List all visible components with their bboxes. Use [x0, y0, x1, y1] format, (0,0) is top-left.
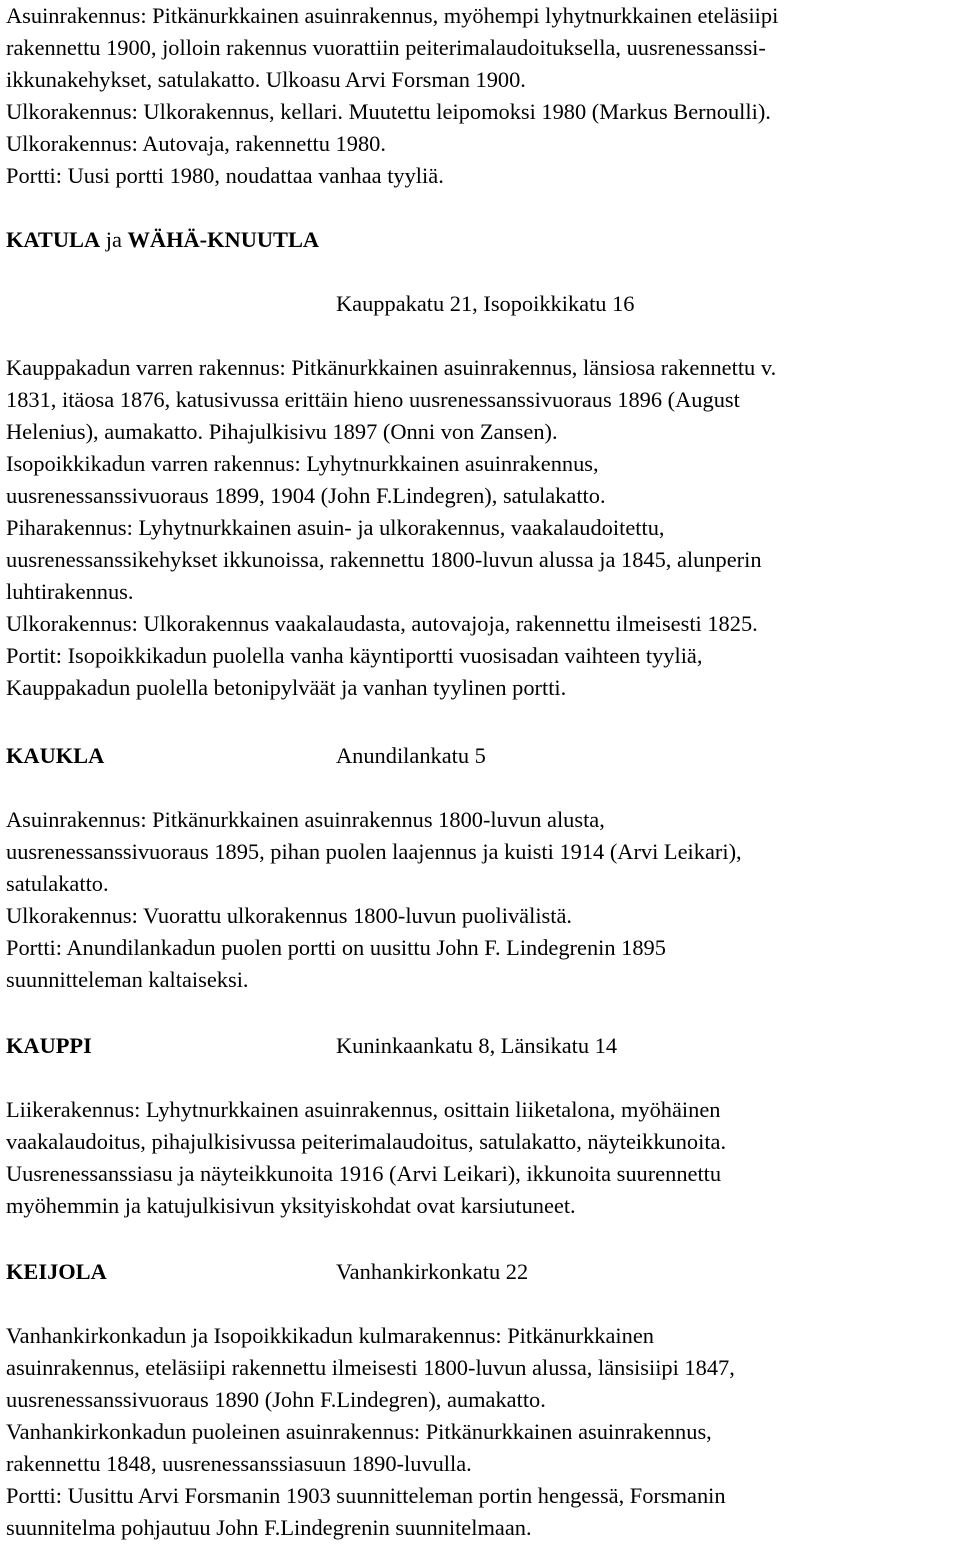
entry-line: Liikerakennus: Lyhytnurkkainen asuinrakennus, osittain liiketalona, myöhäinen	[6, 1097, 721, 1122]
intro-line: rakennettu 1900, jolloin rakennus vuorattiin peiterimalaudoituksella, uusrenessanssi-	[6, 35, 766, 60]
entry-line: Kauppakadun puolella betonipylväät ja vanhan tyylinen portti.	[6, 675, 567, 700]
entry-heading	[6, 1256, 529, 1288]
entry-line: Helenius), aumakatto. Pihajulkisivu 1897 (Onni von Zansen).	[6, 419, 558, 444]
entry-name-connector: ja	[105, 227, 122, 252]
entry-line: myöhemmin ja katujulkisivun yksityiskohdat ovat karsiutuneet.	[6, 1193, 576, 1218]
entry-heading	[6, 224, 319, 256]
entry-line: Ulkorakennus: Vuorattu ulkorakennus 1800-luvun puolivälistä.	[6, 903, 573, 928]
entry-line: rakennettu 1848, uusrenessanssiasuun 1890-luvulla.	[6, 1451, 472, 1476]
entry-line: asuinrakennus, eteläsiipi rakennettu ilmeisesti 1800-luvun alussa, länsisiipi 1847,	[6, 1355, 735, 1380]
entry-line: uusrenessanssikehykset ikkunoissa, rakennettu 1800-luvun alussa ja 1845, alunperin	[6, 547, 762, 572]
entry-heading	[6, 1030, 618, 1062]
entry-line: 1831, itäosa 1876, katusivussa erittäin hieno uusrenessanssivuoraus 1896 (August	[6, 387, 740, 412]
entry-line: Piharakennus: Lyhytnurkkainen asuin- ja ulkorakennus, vaakalaudoitettu,	[6, 515, 665, 540]
entry-line: uusrenessanssivuoraus 1895, pihan puolen laajennus ja kuisti 1914 (Arvi Leikari),	[6, 839, 742, 864]
entry-line: satulakatto.	[6, 871, 109, 896]
entry-line: suunnitteleman kaltaiseksi.	[6, 967, 249, 992]
entry-line: Vanhankirkonkadun ja Isopoikkikadun kulmarakennus: Pitkänurkkainen	[6, 1323, 654, 1348]
entry-address: Vanhankirkonkatu 22	[336, 1259, 529, 1284]
intro-line: Asuinrakennus: Pitkänurkkainen asuinrakennus, myöhempi lyhytnurkkainen eteläsiipi	[6, 3, 779, 28]
entry-address: Kuninkaankatu 8, Länsikatu 14	[336, 1033, 618, 1058]
entry-line: Vanhankirkonkadun puoleinen asuinrakennus: Pitkänurkkainen asuinrakennus,	[6, 1419, 712, 1444]
intro-line: ikkunakehykset, satulakatto. Ulkoasu Arvi Forsman 1900.	[6, 67, 526, 92]
entry-line: Kauppakadun varren rakennus: Pitkänurkkainen asuinrakennus, länsiosa rakennettu v.	[6, 355, 777, 380]
entry-line: Asuinrakennus: Pitkänurkkainen asuinrakennus 1800-luvun alusta,	[6, 807, 605, 832]
entry-heading	[6, 740, 486, 772]
entry-address: Anundilankatu 5	[336, 743, 486, 768]
intro-line: Ulkorakennus: Autovaja, rakennettu 1980.	[6, 131, 386, 156]
entry-address: Kauppakatu 21, Isopoikkikatu 16	[336, 291, 635, 316]
entry-line: Isopoikkikadun varren rakennus: Lyhytnurkkainen asuinrakennus,	[6, 451, 599, 476]
entry-name: KATULA	[6, 227, 101, 252]
entry-line: Uusrenessanssiasu ja näyteikkunoita 1916 (Arvi Leikari), ikkunoita suurennettu	[6, 1161, 722, 1186]
entry-line: Portti: Uusittu Arvi Forsmanin 1903 suunnitteleman portin hengessä, Forsmanin	[6, 1483, 726, 1508]
entry-line: Ulkorakennus: Ulkorakennus vaakalaudasta, autovajoja, rakennettu ilmeisesti 1825.	[6, 611, 758, 636]
entry-line: Portit: Isopoikkikadun puolella vanha käyntiportti vuosisadan vaihteen tyyliä,	[6, 643, 703, 668]
entry-line: vaakalaudoitus, pihajulkisivussa peiterimalaudoitus, satulakatto, näyteikkunoita.	[6, 1129, 727, 1154]
intro-line: Portti: Uusi portti 1980, noudattaa vanhaa tyyliä.	[6, 163, 444, 188]
entry-line: uusrenessanssivuoraus 1890 (John F.Lindegren), aumakatto.	[6, 1387, 546, 1412]
entry-name: KAUPPI	[6, 1033, 92, 1058]
entry-line: uusrenessanssivuoraus 1899, 1904 (John F.Lindegren), satulakatto.	[6, 483, 606, 508]
entry-name: KEIJOLA	[6, 1259, 107, 1284]
intro-line: Ulkorakennus: Ulkorakennus, kellari. Muutettu leipomoksi 1980 (Markus Bernoulli).	[6, 99, 771, 124]
entry-line: suunnitelma pohjautuu John F.Lindegrenin suunnitelmaan.	[6, 1515, 532, 1540]
entry-line: luhtirakennus.	[6, 579, 134, 604]
entry-line: Portti: Anundilankadun puolen portti on uusittu John F. Lindegrenin 1895	[6, 935, 666, 960]
entry-name: WÄHÄ-KNUUTLA	[127, 227, 320, 252]
entry-name: KAUKLA	[6, 743, 105, 768]
